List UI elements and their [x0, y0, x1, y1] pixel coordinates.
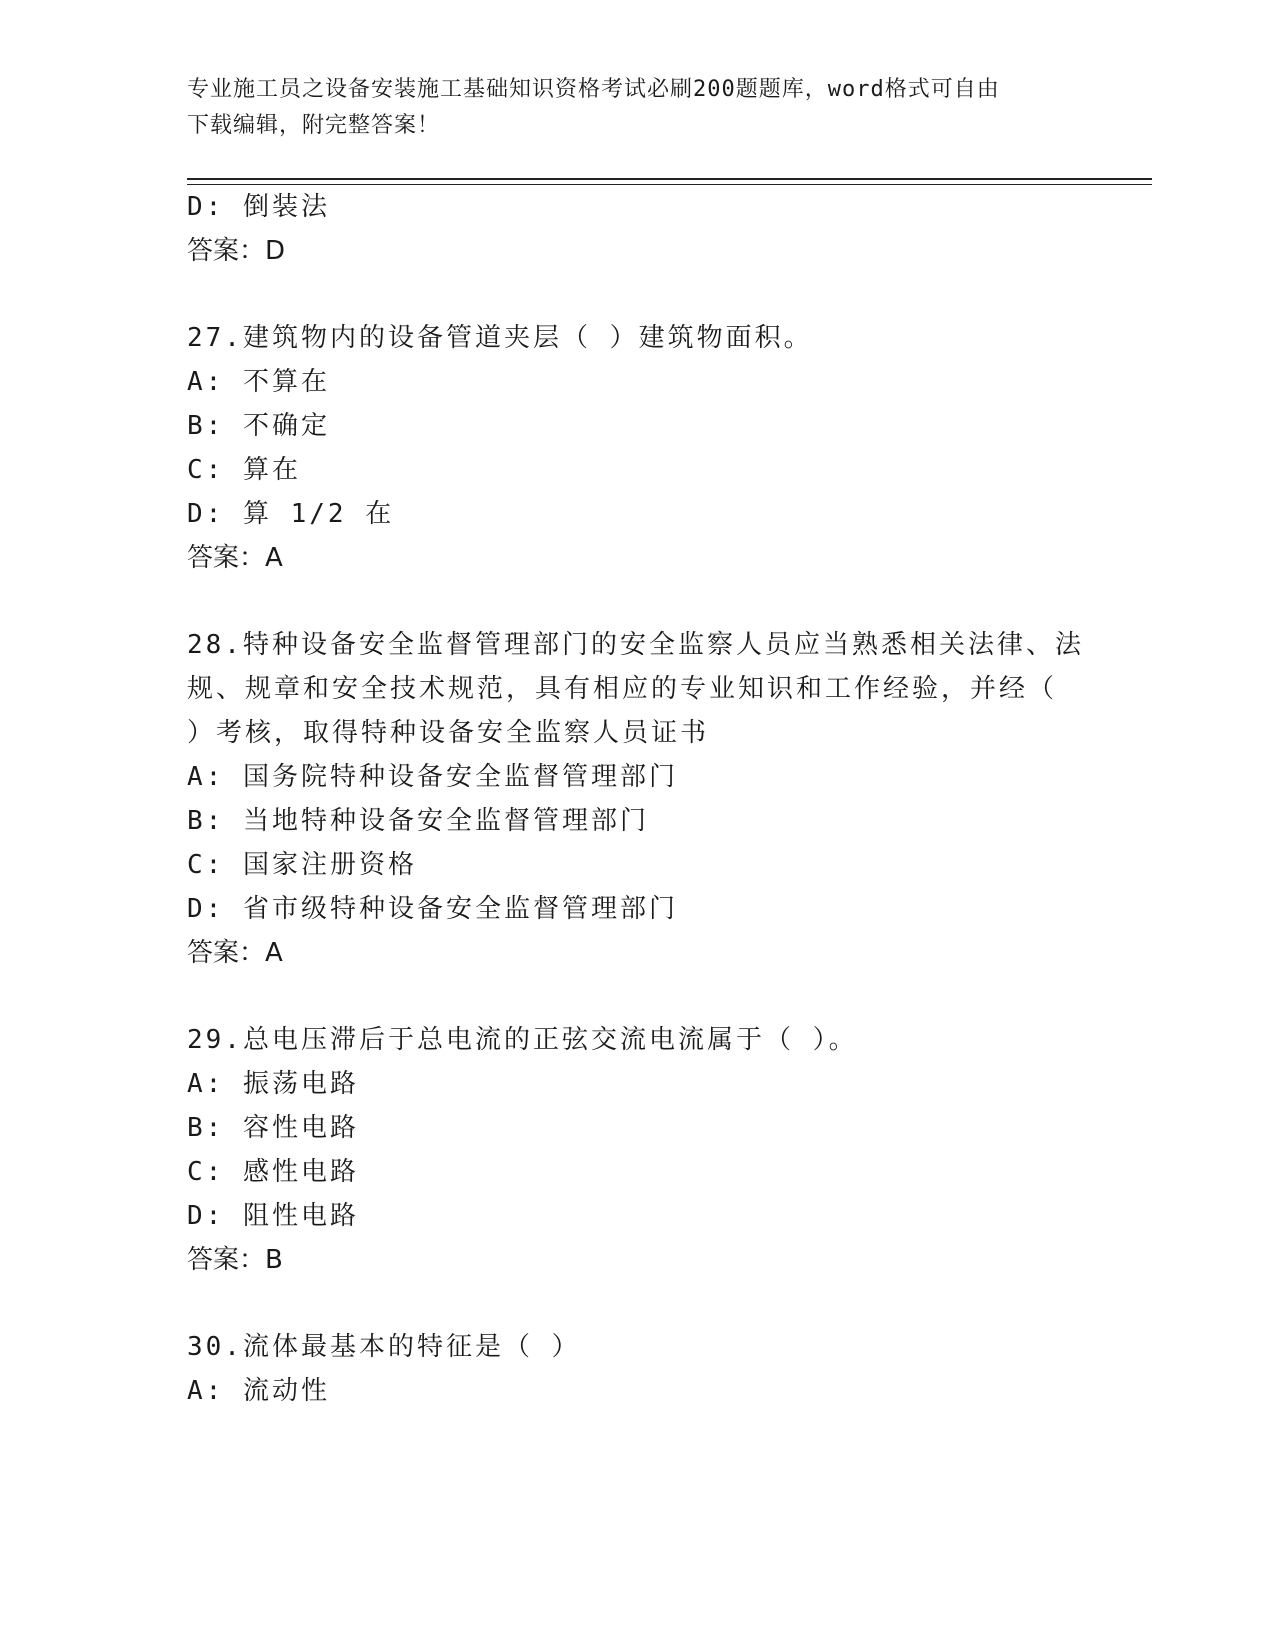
question-27-option-c: C: 算在 [187, 455, 301, 485]
question-28-answer: 答案：A [187, 938, 283, 968]
question-28-option-b: B: 当地特种设备安全监督管理部门 [187, 806, 649, 836]
question-27-text: 27.建筑物内的设备管道夹层（ ）建筑物面积。 [187, 323, 813, 353]
header-line-2: 下载编辑，附完整答案！ [187, 113, 441, 138]
question-29-option-b: B: 容性电路 [187, 1113, 359, 1143]
question-30-text: 30.流体最基本的特征是（ ） [187, 1332, 581, 1362]
document-header [187, 72, 1067, 144]
question-28-option-a: A: 国务院特种设备安全监督管理部门 [187, 762, 678, 792]
question-29-text: 29.总电压滞后于总电流的正弦交流电流属于（ ）。 [187, 1025, 858, 1055]
question-27-option-b: B: 不确定 [187, 411, 330, 441]
question-28-option-c: C: 国家注册资格 [187, 850, 417, 880]
question-29-option-c: C: 感性电路 [187, 1157, 359, 1187]
question-27-option-d: D: 算 1/2 在 [187, 499, 395, 529]
question-27-answer: 答案：A [187, 543, 283, 573]
question-30-option-a: A: 流动性 [187, 1376, 330, 1406]
question-27-option-a: A: 不算在 [187, 367, 330, 397]
question-29-option-a: A: 振荡电路 [187, 1069, 359, 1099]
question-29-option-d: D: 阻性电路 [187, 1201, 359, 1231]
question-28-option-d: D: 省市级特种设备安全监督管理部门 [187, 894, 678, 924]
question-28-text-line-1: 28.特种设备安全监督管理部门的安全监察人员应当熟悉相关法律、法 [187, 630, 1084, 660]
prev-option-d: D: 倒装法 [187, 192, 330, 222]
header-rule-thick [187, 178, 1152, 180]
header-rule-thin [187, 184, 1152, 185]
question-29-answer: 答案：B [187, 1245, 283, 1275]
prev-answer: 答案：D [187, 236, 286, 266]
header-line-1: 专业施工员之设备安装施工基础知识资格考试必刷200题题库，word格式可自由 [187, 77, 1000, 102]
question-28-text-line-2: 规、规章和安全技术规范，具有相应的专业知识和工作经验，并经（ [187, 674, 1058, 704]
question-28-text-line-3: ）考核，取得特种设备安全监察人员证书 [187, 718, 710, 748]
